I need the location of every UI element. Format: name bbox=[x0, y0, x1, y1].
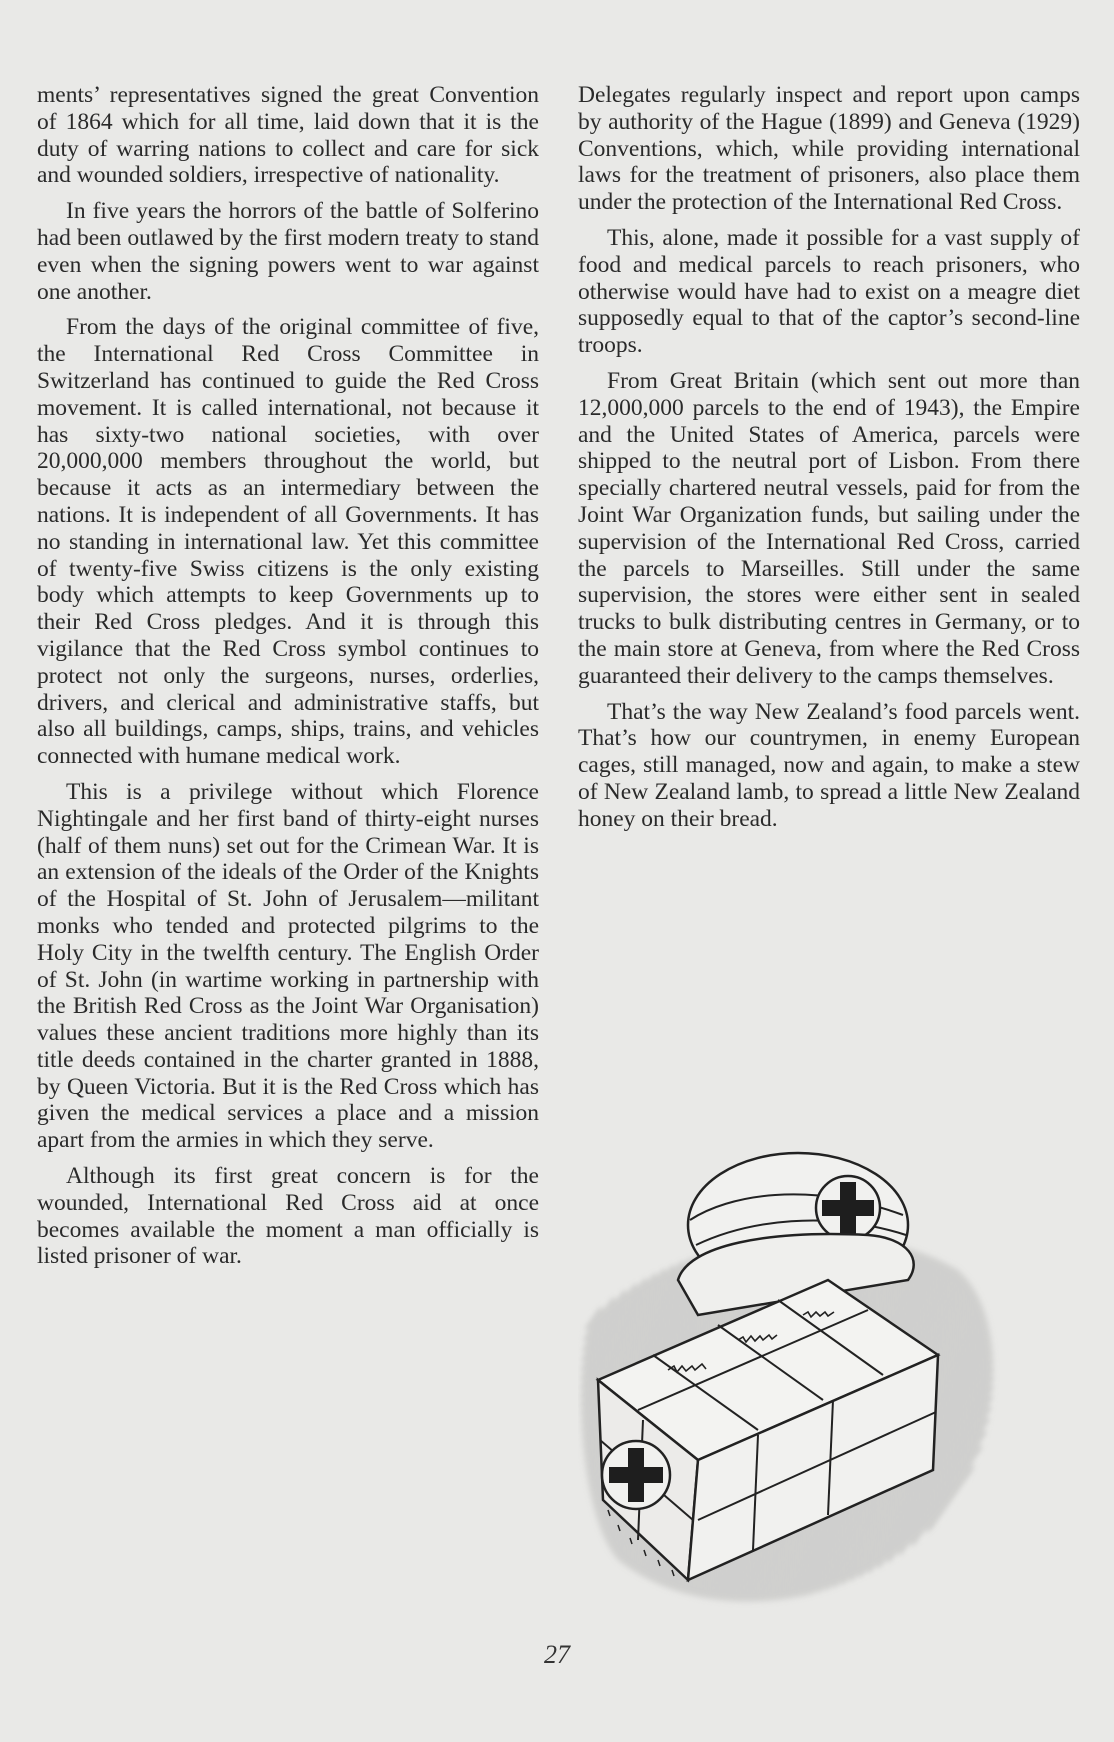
paragraph: In five years the horrors of the battle of Solferino had been outlawed by the first modern treaty to stand even when the signing powers went to war against one another. bbox=[37, 198, 539, 305]
red-cross-parcels-illustration bbox=[578, 1140, 1008, 1620]
paragraph: From Great Britain (which sent out more than 12,000,000 parcels to the end of 1943), the Empire and the United States of America, parcels were shipped to the neutral port of Lisbon. From there specially chartered neutral vessels, paid for from the Joint War Organization funds, but sailing under the supervision of the International Red Cross, carried the parcels to Marseilles. Still under the same supervision, the stores were either sent in sealed trucks to bulk distributing centres in Germany, or to the main store at Geneva, from where the Red Cross guaranteed their delivery to the camps themselves. bbox=[578, 367, 1080, 689]
paragraph: Although its first great concern is for the wounded, International Red Cross aid at once becomes available the moment a man officially is listed prisoner of war. bbox=[37, 1163, 539, 1270]
right-column bbox=[578, 82, 1080, 842]
page-number: 27 bbox=[544, 1640, 570, 1669]
paragraph: From the days of the original committee of five, the International Red Cross Committee in Switzerland has continued to guide the Red Cross movement. It is called international, not because it has sixty-two national societies, with over 20,000,000 members throughout the world, but because it acts as an intermediary between the nations. It is independent of all Governments. It has no standing in international law. Yet this committee of twenty-five Swiss citizens is the only existing body which attempts to keep Governments up to their Red Cross pledges. And it is through this vigilance that the Red Cross symbol continues to protect not only the surgeons, nurses, orderlies, drivers, and clerical and administrative staffs, but also all buildings, camps, ships, trains, and vehicles connected with humane medical work. bbox=[37, 314, 539, 770]
paragraph: This, alone, made it possible for a vast supply of food and medical parcels to reach prisoners, who otherwise would have had to exist on a meagre diet supposedly equal to that of the captor’s second-line troops. bbox=[578, 224, 1080, 359]
paragraph: Delegates regularly inspect and report upon camps by authority of the Hague (1899) and Geneva (1929) Conventions, which, while providing international laws for the treatment of prisoners, also place them under the protection of the International Red Cross. bbox=[578, 82, 1080, 216]
paragraph: That’s the way New Zealand’s food parcels went. That’s how our countrymen, in enemy European cages, still managed, now and again, to make a stew of New Zealand lamb, to spread a little New Zealand honey on their bread. bbox=[578, 698, 1080, 832]
paragraph: This is a privilege without which Florence Nightingale and her first band of thirty-eight nurses (half of them nuns) set out for the Crimean War. It is an extension of the ideals of the Order of the Knights of the Hospital of St. John of Jerusalem—militant monks who tended and protected pilgrims to the Holy City in the twelfth century. The English Order of St. John (in wartime working in partnership with the British Red Cross as the Joint War Organisation) values these ancient traditions more highly than its title deeds contained in the charter granted in 1888, by Queen Victoria. But it is the Red Cross which has given the medical services a place and a mission apart from the armies in which they serve. bbox=[37, 778, 539, 1154]
left-column bbox=[37, 82, 539, 1279]
paragraph: ments’ representatives signed the great Convention of 1864 which for all time, laid down that it is the duty of warring nations to collect and care for sick and wounded soldiers, irrespective of nationality. bbox=[37, 82, 539, 189]
